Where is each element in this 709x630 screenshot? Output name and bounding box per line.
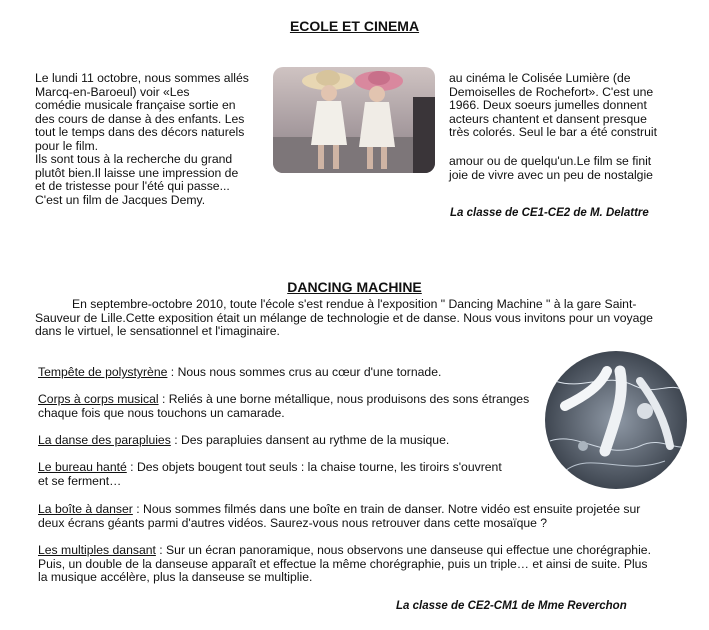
right-column-text-bottom [449, 155, 653, 182]
text-line: au cinéma le Colisée Lumière (de [449, 71, 631, 85]
exhibition-photo [545, 351, 687, 489]
left-column-text [35, 72, 249, 207]
text-line: 1966. Deux soeurs jumelles donnent [449, 98, 647, 112]
item-desc: et se ferment… [38, 473, 122, 488]
item-desc: chaque fois que nous touchons un camarade. [38, 405, 285, 420]
item-desc: : Des parapluies dansent au rythme de la musique. [170, 433, 450, 447]
signature-ce1-ce2: La classe de CE1-CE2 de M. Delattre [450, 207, 649, 219]
text-line: et de tristesse pour l'été qui passe... [35, 179, 230, 193]
item-term: Les multiples dansant [38, 543, 156, 557]
item-desc: : Sur un écran panoramique, nous observons une danseuse qui effectue une chorégraphie. [155, 543, 651, 557]
item-term: Corps à corps musical [38, 392, 159, 406]
text-line: amour ou de quelqu'un.Le film se finit [449, 154, 652, 168]
item-term: La boîte à danser [38, 502, 133, 516]
text-line: plutôt bien.Il laisse une impression de [35, 165, 239, 180]
intro-paragraph [35, 298, 653, 339]
text-line: très colorés. Seul le bar a été construit [449, 125, 657, 139]
item-multiples-dansant [38, 544, 651, 585]
signature-ce2-cm1: La classe de CE2-CM1 de Mme Reverchon [396, 600, 627, 612]
item-desc: : Reliés à une borne métallique, nous produisons des sons étranges [158, 392, 530, 406]
text-line: pour le film. [35, 138, 98, 153]
text-line: des cours de danse à des enfants. Les [35, 111, 245, 126]
item-desc: la musique accélère, plus la danseuse se multiplie. [38, 570, 313, 584]
item-tempete [38, 366, 441, 380]
text-line: joie de vivre avec un peu de nostalgie [449, 167, 653, 182]
text-line: Marcq-en-Baroeul) voir «Les [35, 84, 190, 99]
item-bureau-hante [38, 461, 502, 488]
text-line: acteurs chantent et dansent presque [449, 111, 647, 126]
section-title-ecole-cinema: ECOLE ET CINEMA [289, 18, 420, 34]
item-term: Tempête de polystyrène [38, 365, 168, 379]
item-desc: : Des objets bougent tout seuls : la chaise tourne, les tiroirs s'ouvrent [126, 460, 502, 474]
text-line: Demoiselles de Rochefort». C'est une [449, 84, 654, 99]
film-still-photo [273, 67, 435, 173]
text-line: dans le virtuel, le sensationnel et l'imaginaire. [35, 324, 280, 338]
item-desc: : Nous sommes filmés dans une boîte en train de danser. Notre vidéo est ensuite projetée sur [132, 502, 641, 516]
item-desc: Puis, un double de la danseuse apparaît et effectue la même chorégraphie, puis un triple… et ainsi de suite. Plus [38, 556, 648, 571]
item-term: La danse des parapluies [38, 433, 171, 447]
item-desc: : Nous nous sommes crus au cœur d'une tornade. [167, 365, 442, 379]
text-line: En septembre-octobre 2010, toute l'école s'est rendue à l'exposition " Dancing Machine " à la gare Saint- [72, 297, 637, 311]
right-column-text-top [449, 72, 657, 140]
item-corps-a-corps [38, 393, 529, 420]
text-line: Sauveur de Lille.Cette exposition était un mélange de technologie et de danse. Nous vous invitons pour un voyage [35, 310, 653, 325]
item-term: Le bureau hanté [38, 460, 127, 474]
section-title-dancing-machine: DANCING MACHINE [287, 279, 422, 295]
text-line: C'est un film de Jacques Demy. [35, 192, 206, 207]
item-boite-a-danser [38, 503, 640, 530]
text-line: Ils sont tous à la recherche du grand [35, 152, 233, 166]
item-desc: deux écrans géants parmi d'autres vidéos. Saurez-vous nous retrouver dans cette mosaïque ? [38, 515, 548, 530]
text-line: tout le temps dans des décors naturels [35, 125, 245, 139]
item-danse-parapluies [38, 434, 449, 448]
text-line: comédie musicale française sortie en [35, 98, 236, 112]
text-line: Le lundi 11 octobre, nous sommes allés [35, 71, 249, 85]
